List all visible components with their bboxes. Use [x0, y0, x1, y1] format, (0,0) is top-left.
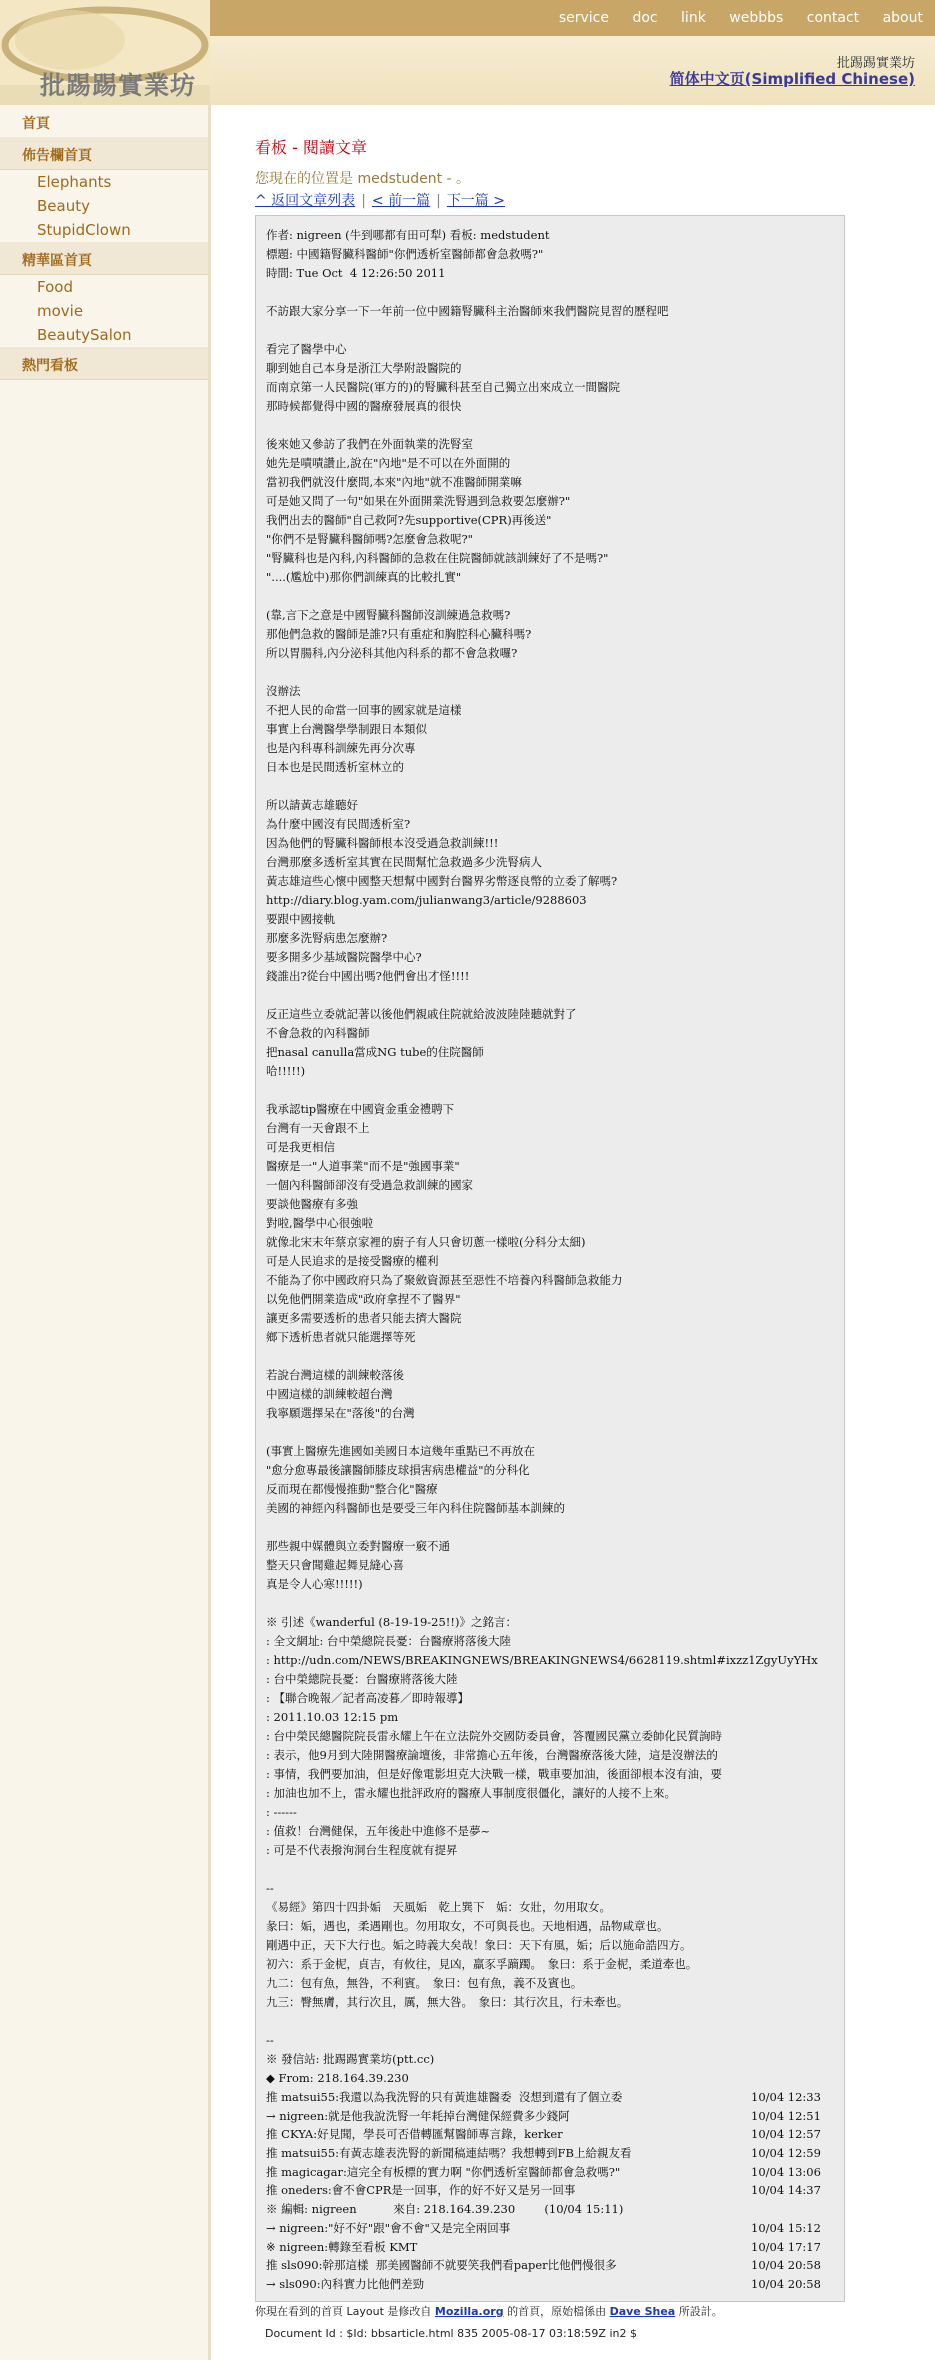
article-line — [266, 2012, 844, 2031]
article-line: 沒辦法 — [266, 684, 301, 698]
sidebar-item-movie[interactable]: movie — [37, 302, 84, 320]
article-line: 聊到她自己本身是浙江大學附設醫院的 — [266, 361, 462, 375]
logo-text: 批踢踢實業坊 — [40, 71, 197, 100]
push-comment — [266, 2107, 844, 2126]
article-line — [266, 416, 844, 435]
article-line: 那他們急救的醫師是誰?只有重症和胸腔科心臟科嗎? — [266, 627, 532, 641]
article-line: : 全文網址: 台中榮總院長憂：台醫療將落後大陸 — [266, 1634, 512, 1648]
mozilla-link[interactable]: Mozilla.org — [434, 2305, 504, 2318]
article-line: : http://udn.com/NEWS/BREAKINGNEWS/BREAKINGNEWS4/6628119.shtml#ixzz1ZgyUyYHx — [266, 1653, 818, 1667]
article-line — [266, 283, 844, 302]
prev-article-link[interactable]: < 前一篇 — [371, 193, 431, 209]
article-line: : 2011.10.03 12:15 pm — [266, 1710, 399, 1724]
article-line: 彖曰：姤，遇也，柔遇剛也。勿用取女，不可與長也。天地相遇，品物咸章也。 — [266, 1919, 669, 1933]
article-line: 那些親中媒體與立委對醫療一竅不通 — [266, 1539, 450, 1553]
push-comment — [266, 2088, 844, 2107]
article-line: 反而現在都慢慢推動"整合化"醫療 — [266, 1482, 438, 1496]
article-line: 時間: Tue Oct 4 12:26:50 2011 — [266, 266, 446, 280]
sidebar-item-stupidclown[interactable]: StupidClown — [37, 221, 131, 239]
push-comment — [266, 2275, 844, 2294]
push-text: 推 CKYA:好見聞，學長可否借轉匯幫醫師專言錄，kerker — [266, 2127, 563, 2142]
next-article-link[interactable]: 下一篇 > — [446, 193, 505, 209]
article-line: 事實上台灣醫學學制跟日本類似 — [266, 722, 427, 736]
article-line: 醫療是一"人道事業"而不是"強國事業" — [266, 1159, 460, 1173]
article-line: "你們不是腎臟科醫師嗎?怎麼會急救呢?" — [266, 532, 473, 546]
article-line: : 可是不代表撥洵洞台生程度就有提昇 — [266, 1843, 458, 1857]
document-id: Document Id : $Id: bbsarticle.html 835 2005-08-17 03:18:59Z in2 $ — [265, 2327, 637, 2340]
article-line: 不會急救的內科醫師 — [266, 1026, 370, 1040]
article-line: ◆ From: 218.164.39.230 — [266, 2071, 409, 2085]
article-line: 錢誰出?從台中國出嗎?他們會出才怪!!!! — [266, 969, 470, 983]
article-line: 整天只會聞雞起舞見縫心喜 — [266, 1558, 404, 1572]
article-line: : 事情，我們要加油，但是好像電影坦克大決戰一樣，戰車要加油，後面卻根本沒有油，要 — [266, 1767, 723, 1781]
push-comment — [266, 2163, 844, 2182]
push-time: 10/04 15:12 — [751, 2220, 821, 2235]
nav-service[interactable]: service — [558, 10, 609, 26]
article-line: : 加油也加不上，雷永耀也批評政府的醫療人事制度很僵化，讓好的人接不上來。 — [266, 1786, 677, 1800]
sidebar-item-beauty[interactable]: Beauty — [37, 197, 90, 215]
article-line — [266, 1594, 844, 1613]
push-text: → sls090:內科實力比他們差勁 — [266, 2276, 425, 2291]
push-text: → nigreen:就是他我說洗腎一年耗掉台灣健保經費多少錢阿 — [266, 2108, 570, 2123]
article-line: http://diary.blog.yam.com/julianwang3/article/9288603 — [266, 893, 587, 907]
nav-separator: | — [436, 193, 441, 209]
sidebar-essence-section[interactable]: 精華區首頁 — [0, 242, 208, 275]
main-content — [255, 130, 895, 2291]
article-line: 我們出去的醫師"自己救阿?先supportive(CPR)再後送" — [266, 513, 552, 527]
article-body — [255, 215, 845, 2302]
push-comment — [266, 2125, 844, 2144]
article-line: 那麼多洗腎病患怎麼辦? — [266, 931, 388, 945]
footer-credit — [255, 2303, 723, 2319]
article-line: 可是她又問了一句"如果在外面開業洗腎遇到急救要怎麼辦?" — [266, 494, 571, 508]
push-time: 10/04 14:37 — [751, 2183, 821, 2198]
article-line — [266, 1860, 844, 1879]
push-time: 10/04 12:33 — [751, 2090, 821, 2104]
article-line: 一個內科醫師卻沒有受過急救訓練的國家 — [266, 1178, 473, 1192]
push-text: 推 oneders:會不會CPR是一回事，作的好不好又是另一回事 — [266, 2183, 576, 2198]
article-line: 鄉下透析患者就只能選擇等死 — [266, 1330, 416, 1344]
article-line: 黃志雄這些心懷中國整天想幫中國對台醫界劣幣逐良幣的立委了解嗎? — [266, 874, 618, 888]
article-line — [266, 321, 844, 340]
push-text: 推 sls090:幹那這樣 那美國醫師不就要笑我們看paper比他們慢很多 — [266, 2258, 617, 2273]
article-line: 初六：系于金柅，貞吉，有攸往，見凶，羸豕孚蹢躅。 象曰：系于金柅，柔道牽也。 — [266, 1957, 698, 1971]
back-to-list-link[interactable]: ^ 返回文章列表 — [255, 193, 356, 209]
push-comment — [266, 2181, 844, 2200]
article-line: 後來她又參訪了我們在外面執業的洗腎室 — [266, 437, 473, 451]
page-title: 看板 - 閱讀文章 — [255, 138, 367, 157]
article-line — [266, 777, 844, 796]
push-time: 10/04 13:06 — [751, 2164, 821, 2179]
article-line: 真是令人心寒!!!!!) — [266, 1577, 363, 1591]
push-comment — [266, 2219, 844, 2238]
article-line: 當初我們就沒什麼問,本來"內地"就不准醫師開業嘛 — [266, 475, 522, 489]
sidebar-board-section[interactable]: 佈告欄首頁 — [0, 137, 208, 170]
article-line — [266, 986, 844, 1005]
article-line: 剛遇中正，天下大行也。姤之時義大矣哉！象曰：天下有風，姤；后以施命誥四方。 — [266, 1938, 692, 1952]
sidebar-item-food[interactable]: Food — [37, 278, 73, 296]
push-comment — [266, 2238, 844, 2257]
article-nav — [255, 190, 895, 210]
article-line: 所以請黃志雄聽好 — [266, 798, 358, 812]
site-logo[interactable] — [0, 0, 210, 105]
push-comment — [266, 2256, 844, 2275]
footer-text-mid: 的首頁，原始檔係由 — [503, 2305, 610, 2318]
article-line: 讓更多需要透析的患者只能去擠大醫院 — [266, 1311, 462, 1325]
article-line: 台灣有一天會跟不上 — [266, 1121, 370, 1135]
article-line — [266, 1347, 844, 1366]
article-line: : 台中榮總院長憂：台醫療將落後大陸 — [266, 1672, 458, 1686]
push-text: → nigreen:"好不好"跟"會不會"又是完全兩回事 — [266, 2220, 511, 2235]
article-line: -- — [266, 2033, 274, 2047]
article-line: 哈!!!!!) — [266, 1064, 306, 1078]
article-line: 九二：包有魚，無咎，不利賓。 象曰：包有魚，義不及賓也。 — [266, 1976, 583, 1990]
article-line: "愈分愈專最後讓醫師膝皮球損害病患權益"的分科化 — [266, 1463, 530, 1477]
article-line: 不能為了你中國政府只為了聚斂資源甚至惡性不培養內科醫師急救能力 — [266, 1273, 623, 1287]
article-line: : 台中榮民總醫院院長雷永耀上午在立法院外交國防委員會，答覆國民黨立委帥化民質詢時 — [266, 1729, 723, 1743]
article-line: 九三：臀無膚，其行次且，厲，無大咎。 象曰：其行次且，行未牽也。 — [266, 1995, 629, 2009]
article-line: 可是我更相信 — [266, 1140, 335, 1154]
article-line: 而南京第一人民醫院(軍方的)的腎臟科甚至自己獨立出來成立一間醫院 — [266, 380, 620, 394]
article-line: 也是內科專科訓練先再分次專 — [266, 741, 416, 755]
nav-doc[interactable]: doc — [632, 10, 658, 26]
article-line: (靠,言下之意是中國腎臟科醫師沒訓練過急救嗎? — [266, 608, 511, 622]
nav-webbbs[interactable]: webbbs — [729, 10, 784, 26]
article-line: 看完了醫學中心 — [266, 342, 347, 356]
push-text: 推 magicagar:這完全有板標的實力啊 "你們透析室醫師都會急救嗎?" — [266, 2164, 621, 2179]
site-name: 批踢踢實業坊 — [836, 56, 915, 71]
article-line: ※ 發信站: 批踢踢實業坊(ptt.cc) — [266, 2052, 435, 2066]
article-line: 美國的神經內科醫師也是要受三年內科住院醫師基本訓練的 — [266, 1501, 565, 1515]
article-line: ※ 引述《wanderful (8-19-19-25!!)》之銘言： — [266, 1615, 518, 1629]
article-line: 她先是嘖嘖讚止,說在"內地"是不可以在外面開的 — [266, 456, 511, 470]
article-line: 那時候都覺得中國的醫療發展真的很快 — [266, 399, 462, 413]
nav-contact[interactable]: contact — [806, 10, 860, 26]
article-line: -- — [266, 1881, 274, 1895]
article-line: 要談他醫療有多強 — [266, 1197, 358, 1211]
push-text: ※ 編輯: nigreen 來自: 218.164.39.230 (10/04 15:11) — [266, 2202, 624, 2217]
article-line — [266, 1518, 844, 1537]
article-line: 標題: 中國籍腎臟科醫師"你們透析室醫師都會急救嗎?" — [266, 247, 544, 261]
article-line: 要多開多少基域醫院醫學中心? — [266, 950, 422, 964]
article-line: 台灣那麼多透析室其實在民間幫忙急救過多少洗腎病人 — [266, 855, 542, 869]
article-line: 所以胃腸科,內分泌科其他內科系的都不會急救囉? — [266, 646, 518, 660]
article-line: 可是人民追求的是接受醫療的權利 — [266, 1254, 439, 1268]
push-text: 推 matsui55:有黃志雄表洗腎的新聞稿連結嗎？我想轉到FB上給親友看 — [266, 2146, 632, 2161]
article-line: 不把人民的命當一回事的國家就是這樣 — [266, 703, 462, 717]
push-time: 10/04 12:59 — [751, 2146, 821, 2161]
article-line: 以免他們開業造成"政府拿捏不了醫界" — [266, 1292, 461, 1306]
nav-link[interactable]: link — [681, 10, 706, 26]
push-comment — [266, 2200, 844, 2219]
sidebar-item-elephants[interactable]: Elephants — [37, 173, 112, 191]
article-line: 《易經》第四十四卦姤 天風姤 乾上巽下 姤：女壯，勿用取女。 — [266, 1900, 611, 1914]
article-line: 要跟中國接軌 — [266, 912, 335, 926]
top-bar — [210, 0, 935, 36]
current-location: 您現在的位置是 medstudent - 。 — [255, 171, 471, 187]
article-line: 我承認tip醫療在中國資金重金禮聘下 — [266, 1102, 455, 1116]
article-line: 若說台灣這樣的訓練較落後 — [266, 1368, 404, 1382]
simplified-chinese-link[interactable]: 简体中文页(Simplified Chinese) — [669, 70, 915, 88]
push-comment — [266, 2144, 844, 2163]
push-time: 10/04 20:58 — [751, 2276, 821, 2291]
dave-shea-link[interactable]: Dave Shea — [609, 2305, 676, 2318]
article-line: 中國這樣的訓練較超台灣 — [266, 1387, 393, 1401]
push-text: ※ nigreen:轉錄至看板 KMT — [266, 2239, 418, 2254]
sidebar — [0, 105, 211, 2360]
article-line — [266, 663, 844, 682]
article-line: : ------ — [266, 1805, 297, 1819]
article-line: 因為他們的腎臟科醫師根本沒受過急救訓練!!! — [266, 836, 499, 850]
article-line — [266, 587, 844, 606]
article-line: "腎臟科也是內科,內科醫師的急救在住院醫師就該訓練好了不是嗎?" — [266, 551, 609, 565]
footer-text-post: 所設計。 — [675, 2305, 723, 2318]
article-line: "....(尷尬中)那你們訓練真的比較扎實" — [266, 570, 462, 584]
article-line: 作者: nigreen (牛到哪都有田可犁) 看板: medstudent — [266, 228, 550, 242]
article-line: 不訪跟大家分享一下一年前一位中國籍腎臟科主治醫師來我們醫院見習的歷程吧 — [266, 304, 669, 318]
nav-separator: | — [361, 193, 366, 209]
site-header — [0, 0, 935, 105]
article-line: 日本也是民間透析室林立的 — [266, 760, 404, 774]
article-line: : 表示，他9月到大陸開醫療論壇後，非常擔心五年後，台灣醫療落後大陸，這是沒辦法的 — [266, 1748, 718, 1762]
footer-text-pre: 你現在看到的首頁 Layout 是修改自 — [255, 2305, 435, 2318]
article-line: 反正這些立委就記著以後他們親戚住院就給波波陸陸聽就對了 — [266, 1007, 577, 1021]
article-line: (事實上醫療先進國如美國日本這幾年重點已不再放在 — [266, 1444, 535, 1458]
sidebar-home[interactable]: 首頁 — [22, 116, 50, 132]
article-line: 為什麼中國沒有民間透析室? — [266, 817, 411, 831]
push-time: 10/04 17:17 — [751, 2239, 821, 2254]
push-text: 推 matsui55:我還以為我洗腎的只有黃進雄醫委 沒想到還有了個立委 — [266, 2090, 623, 2104]
article-line: : 值救！台灣健保，五年後赴中進修不是夢~ — [266, 1824, 491, 1838]
article-line: : 【聯合晚報／記者高凌暮／即時報導】 — [266, 1691, 470, 1705]
top-nav — [540, 10, 923, 26]
article-line: 對啦,醫學中心很強啦 — [266, 1216, 374, 1230]
nav-about[interactable]: about — [882, 10, 923, 26]
push-time: 10/04 20:58 — [751, 2258, 821, 2273]
article-line — [266, 1081, 844, 1100]
article-line: 我寧願選擇呆在"落後"的台灣 — [266, 1406, 415, 1420]
article-line: 就像北宋末年蔡京家裡的廚子有人只會切蔥一樣啦(分科分太細) — [266, 1235, 586, 1249]
article-line — [266, 1423, 844, 1442]
push-time: 10/04 12:51 — [751, 2108, 821, 2123]
push-time: 10/04 12:57 — [751, 2127, 821, 2142]
article-line: 把nasal canulla當成NG tube的住院醫師 — [266, 1045, 484, 1059]
sidebar-item-beautysalon[interactable]: BeautySalon — [37, 326, 132, 344]
sidebar-hot-boards[interactable]: 熱門看板 — [0, 347, 208, 380]
